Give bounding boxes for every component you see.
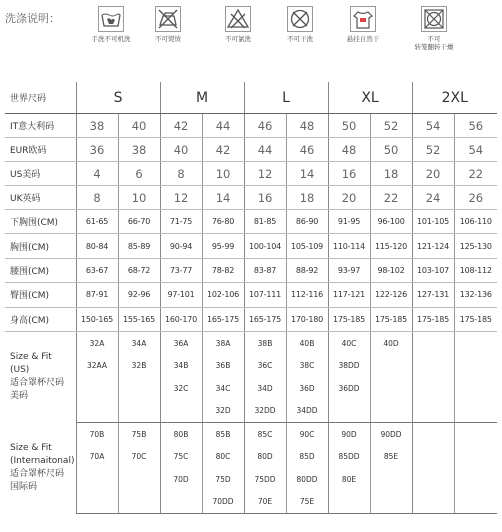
care-item-hand-wash xyxy=(81,6,141,43)
measurement-cell: 86-90 xyxy=(286,210,328,234)
intl-cup-cell: 85DD xyxy=(328,445,370,468)
measurement-cell: 106-110 xyxy=(454,210,497,234)
intl-cup-row xyxy=(5,468,497,491)
us-cup-cell: 32A xyxy=(76,331,118,354)
numeric-size-cell: 56 xyxy=(454,114,497,138)
us-cup-cell: 40C xyxy=(328,331,370,354)
intl-cup-label-line: (Internaitonal) xyxy=(10,455,75,466)
size-header-m: M xyxy=(160,82,244,114)
intl-cup-label-line: Size & Fit xyxy=(10,442,52,453)
size-header-label: 世界尺码 xyxy=(5,82,76,114)
measurement-cell: 76-80 xyxy=(202,210,244,234)
intl-cup-cell: 90DD xyxy=(370,422,412,445)
intl-cup-label xyxy=(5,422,76,513)
us-cup-label-line: 适合罩杯尺码 xyxy=(10,378,65,389)
us-cup-cell: 34C xyxy=(202,377,244,400)
measurement-cell: 63-67 xyxy=(76,258,118,282)
us-cup-label-line: 美码 xyxy=(10,391,29,402)
intl-cup-cell: 80D xyxy=(244,445,286,468)
numeric-size-cell: 54 xyxy=(412,114,454,138)
us-cup-cell: 36A xyxy=(160,331,202,354)
intl-cup-cell: 75DD xyxy=(244,468,286,491)
us-cup-cell xyxy=(412,399,454,422)
measurement-cell: 121-124 xyxy=(412,234,454,258)
measurement-cell: 117-121 xyxy=(328,283,370,307)
measurement-cell: 92-96 xyxy=(118,283,160,307)
us-cup-cell xyxy=(118,377,160,400)
numeric-size-row-label: UK英码 xyxy=(5,186,76,210)
us-cup-row xyxy=(5,331,497,354)
numeric-size-cell: 38 xyxy=(118,138,160,162)
measurement-cell: 165-175 xyxy=(202,307,244,331)
measurement-cell: 61-65 xyxy=(76,210,118,234)
numeric-size-cell: 16 xyxy=(328,162,370,186)
us-cup-label-line: Size & Fit xyxy=(10,352,52,363)
numeric-size-cell: 38 xyxy=(76,114,118,138)
numeric-size-row xyxy=(5,186,497,210)
measurement-row-label: 胸围(CM) xyxy=(5,234,76,258)
measurement-cell: 115-120 xyxy=(370,234,412,258)
measurement-cell: 91-95 xyxy=(328,210,370,234)
no-tumble-dry-icon xyxy=(421,6,447,32)
intl-cup-row xyxy=(5,422,497,445)
care-item-hang-dry xyxy=(333,6,393,43)
us-cup-cell: 32AA xyxy=(76,354,118,377)
measurement-row xyxy=(5,234,497,258)
intl-cup-cell: 80C xyxy=(202,445,244,468)
measurement-cell: 175-185 xyxy=(454,307,497,331)
measurement-cell: 150-165 xyxy=(76,307,118,331)
care-label: 不可 转笼翻转干燥 xyxy=(414,35,454,51)
numeric-size-cell: 46 xyxy=(286,138,328,162)
measurement-cell: 93-97 xyxy=(328,258,370,282)
size-header-l: L xyxy=(244,82,328,114)
measurement-row xyxy=(5,210,497,234)
intl-cup-row xyxy=(5,445,497,468)
measurement-cell: 122-126 xyxy=(370,283,412,307)
us-cup-row xyxy=(5,377,497,400)
no-dry-clean-icon xyxy=(287,6,313,32)
us-cup-cell: 34B xyxy=(160,354,202,377)
care-instructions xyxy=(0,0,502,78)
numeric-size-cell: 18 xyxy=(286,186,328,210)
intl-cup-cell xyxy=(454,490,497,513)
numeric-size-cell: 8 xyxy=(160,162,202,186)
measurement-cell: 90-94 xyxy=(160,234,202,258)
us-cup-cell: 40B xyxy=(286,331,328,354)
us-cup-cell: 32D xyxy=(202,399,244,422)
us-cup-cell: 38DD xyxy=(328,354,370,377)
us-cup-row xyxy=(5,399,497,422)
us-cup-cell xyxy=(454,331,497,354)
us-cup-label xyxy=(5,331,76,422)
numeric-size-row-label: US美码 xyxy=(5,162,76,186)
us-cup-cell: 34D xyxy=(244,377,286,400)
us-cup-cell: 32DD xyxy=(244,399,286,422)
numeric-size-cell: 12 xyxy=(160,186,202,210)
measurement-cell: 73-77 xyxy=(160,258,202,282)
us-cup-cell xyxy=(370,354,412,377)
size-chart-table xyxy=(5,82,497,514)
numeric-size-cell: 12 xyxy=(244,162,286,186)
intl-cup-cell xyxy=(412,422,454,445)
measurement-cell: 175-185 xyxy=(370,307,412,331)
intl-cup-cell: 70D xyxy=(160,468,202,491)
size-header-2xl: 2XL xyxy=(412,82,497,114)
us-cup-cell: 34A xyxy=(118,331,160,354)
numeric-size-cell: 6 xyxy=(118,162,160,186)
us-cup-cell: 36D xyxy=(286,377,328,400)
intl-cup-cell: 75C xyxy=(160,445,202,468)
size-header-row xyxy=(5,82,497,114)
intl-cup-cell: 80DD xyxy=(286,468,328,491)
us-cup-cell xyxy=(160,399,202,422)
intl-cup-cell xyxy=(76,468,118,491)
measurement-cell: 88-92 xyxy=(286,258,328,282)
us-cup-cell: 36C xyxy=(244,354,286,377)
care-item-no-bleach xyxy=(208,6,268,43)
care-label: 不可氯洗 xyxy=(225,35,251,43)
measurement-cell: 100-104 xyxy=(244,234,286,258)
numeric-size-row xyxy=(5,162,497,186)
care-title: 洗涤说明： xyxy=(5,12,60,25)
numeric-size-cell: 14 xyxy=(286,162,328,186)
numeric-size-cell: 46 xyxy=(244,114,286,138)
measurement-cell: 98-102 xyxy=(370,258,412,282)
measurement-row-label: 腰围(CM) xyxy=(5,258,76,282)
measurement-row xyxy=(5,258,497,282)
measurement-cell: 155-165 xyxy=(118,307,160,331)
intl-cup-cell: 90C xyxy=(286,422,328,445)
us-cup-cell xyxy=(328,399,370,422)
measurement-cell: 68-72 xyxy=(118,258,160,282)
us-cup-cell: 36B xyxy=(202,354,244,377)
intl-cup-cell xyxy=(370,468,412,491)
measurement-row xyxy=(5,283,497,307)
numeric-size-cell: 18 xyxy=(370,162,412,186)
numeric-size-cell: 50 xyxy=(328,114,370,138)
numeric-size-row-label: IT意大利码 xyxy=(5,114,76,138)
care-item-no-dry-clean xyxy=(270,6,330,43)
us-cup-cell: 32B xyxy=(118,354,160,377)
measurement-cell: 71-75 xyxy=(160,210,202,234)
numeric-size-cell: 40 xyxy=(118,114,160,138)
measurement-row xyxy=(5,307,497,331)
numeric-size-cell: 24 xyxy=(412,186,454,210)
measurement-cell: 66-70 xyxy=(118,210,160,234)
measurement-cell: 160-170 xyxy=(160,307,202,331)
measurement-cell: 96-100 xyxy=(370,210,412,234)
numeric-size-cell: 26 xyxy=(454,186,497,210)
numeric-size-cell: 22 xyxy=(370,186,412,210)
numeric-size-row xyxy=(5,114,497,138)
us-cup-cell xyxy=(454,377,497,400)
numeric-size-cell: 42 xyxy=(160,114,202,138)
measurement-cell: 125-130 xyxy=(454,234,497,258)
intl-cup-cell: 70B xyxy=(76,422,118,445)
numeric-size-cell: 54 xyxy=(454,138,497,162)
us-cup-cell xyxy=(370,399,412,422)
intl-cup-cell: 85D xyxy=(286,445,328,468)
us-cup-cell: 38B xyxy=(244,331,286,354)
measurement-rows xyxy=(5,210,497,332)
numeric-size-row xyxy=(5,138,497,162)
intl-cup-cell: 75E xyxy=(286,490,328,513)
intl-cup-cell: 75B xyxy=(118,422,160,445)
measurement-cell: 108-112 xyxy=(454,258,497,282)
us-cup-cell xyxy=(76,399,118,422)
measurement-cell: 112-116 xyxy=(286,283,328,307)
intl-cup-cell: 70A xyxy=(76,445,118,468)
measurement-cell: 165-175 xyxy=(244,307,286,331)
numeric-size-cell: 10 xyxy=(202,162,244,186)
measurement-cell: 105-109 xyxy=(286,234,328,258)
numeric-size-cell: 20 xyxy=(328,186,370,210)
care-label: 不可熨烫 xyxy=(155,35,181,43)
us-cup-row xyxy=(5,354,497,377)
care-item-no-iron xyxy=(138,6,198,43)
intl-cup-cell xyxy=(76,490,118,513)
numeric-size-cell: 14 xyxy=(202,186,244,210)
numeric-size-cell: 4 xyxy=(76,162,118,186)
us-cup-cell xyxy=(76,377,118,400)
measurement-cell: 78-82 xyxy=(202,258,244,282)
international-cup-size-rows xyxy=(5,422,497,513)
measurement-cell: 95-99 xyxy=(202,234,244,258)
us-cup-cell xyxy=(412,331,454,354)
hang-dry-icon xyxy=(350,6,376,32)
intl-cup-label-line: 适合罩杯尺码 xyxy=(10,468,65,479)
intl-cup-cell: 85B xyxy=(202,422,244,445)
intl-cup-cell: 85C xyxy=(244,422,286,445)
intl-cup-cell: 70C xyxy=(118,445,160,468)
intl-cup-row xyxy=(5,490,497,513)
measurement-cell: 101-105 xyxy=(412,210,454,234)
us-cup-size-rows xyxy=(5,331,497,422)
intl-cup-cell: 70E xyxy=(244,490,286,513)
intl-cup-cell: 70DD xyxy=(202,490,244,513)
numeric-size-cell: 44 xyxy=(202,114,244,138)
measurement-cell: 81-85 xyxy=(244,210,286,234)
intl-cup-cell xyxy=(160,490,202,513)
numeric-size-cell: 16 xyxy=(244,186,286,210)
us-cup-cell: 38A xyxy=(202,331,244,354)
care-label: 手洗不可机洗 xyxy=(91,35,131,43)
numeric-size-cell: 52 xyxy=(412,138,454,162)
numeric-size-row-label: EUR欧码 xyxy=(5,138,76,162)
intl-cup-cell xyxy=(454,445,497,468)
intl-cup-cell: 85E xyxy=(370,445,412,468)
intl-cup-cell: 75D xyxy=(202,468,244,491)
measurement-cell: 170-180 xyxy=(286,307,328,331)
measurement-cell: 80-84 xyxy=(76,234,118,258)
care-item-no-tumble-dry xyxy=(394,6,474,51)
measurement-cell: 110-114 xyxy=(328,234,370,258)
measurement-cell: 107-111 xyxy=(244,283,286,307)
intl-cup-cell xyxy=(412,490,454,513)
numeric-size-cell: 40 xyxy=(160,138,202,162)
numeric-size-cell: 44 xyxy=(244,138,286,162)
us-cup-cell xyxy=(454,354,497,377)
numeric-size-cell: 20 xyxy=(412,162,454,186)
intl-cup-cell xyxy=(118,468,160,491)
numeric-size-cell: 48 xyxy=(286,114,328,138)
us-cup-cell xyxy=(412,377,454,400)
intl-cup-cell: 80B xyxy=(160,422,202,445)
us-cup-cell: 40D xyxy=(370,331,412,354)
measurement-cell: 103-107 xyxy=(412,258,454,282)
measurement-cell: 102-106 xyxy=(202,283,244,307)
numeric-size-cell: 42 xyxy=(202,138,244,162)
intl-cup-cell xyxy=(454,422,497,445)
numeric-size-cell: 10 xyxy=(118,186,160,210)
numeric-size-cell: 36 xyxy=(76,138,118,162)
no-iron-icon xyxy=(155,6,181,32)
size-header-xl: XL xyxy=(328,82,412,114)
numeric-size-cell: 22 xyxy=(454,162,497,186)
intl-cup-cell xyxy=(118,490,160,513)
intl-cup-cell xyxy=(454,468,497,491)
numeric-size-cell: 52 xyxy=(370,114,412,138)
us-cup-cell: 32C xyxy=(160,377,202,400)
measurement-cell: 83-87 xyxy=(244,258,286,282)
care-label: 悬挂自然干 xyxy=(346,35,380,43)
no-bleach-icon xyxy=(225,6,251,32)
measurement-cell: 97-101 xyxy=(160,283,202,307)
us-cup-cell xyxy=(412,354,454,377)
us-cup-label-line: (US) xyxy=(10,365,30,376)
intl-cup-cell xyxy=(328,490,370,513)
intl-cup-cell xyxy=(412,468,454,491)
size-header-s: S xyxy=(76,82,160,114)
measurement-row-label: 身高(CM) xyxy=(5,307,76,331)
measurement-row-label: 臀围(CM) xyxy=(5,283,76,307)
intl-cup-label-line: 国际码 xyxy=(10,481,38,492)
numeric-size-cell: 48 xyxy=(328,138,370,162)
intl-cup-cell: 80E xyxy=(328,468,370,491)
us-cup-cell xyxy=(118,399,160,422)
measurement-cell: 132-136 xyxy=(454,283,497,307)
no-machine-wash-icon xyxy=(98,6,124,32)
measurement-row-label: 下胸围(CM) xyxy=(5,210,76,234)
us-cup-cell: 36DD xyxy=(328,377,370,400)
care-label: 不可干洗 xyxy=(287,35,313,43)
us-cup-cell xyxy=(370,377,412,400)
numeric-size-rows xyxy=(5,114,497,210)
intl-cup-cell: 90D xyxy=(328,422,370,445)
intl-cup-cell xyxy=(412,445,454,468)
measurement-cell: 175-185 xyxy=(328,307,370,331)
us-cup-cell: 38C xyxy=(286,354,328,377)
intl-cup-cell xyxy=(370,490,412,513)
measurement-cell: 85-89 xyxy=(118,234,160,258)
measurement-cell: 87-91 xyxy=(76,283,118,307)
us-cup-cell xyxy=(454,399,497,422)
numeric-size-cell: 8 xyxy=(76,186,118,210)
numeric-size-cell: 50 xyxy=(370,138,412,162)
measurement-cell: 175-185 xyxy=(412,307,454,331)
measurement-cell: 127-131 xyxy=(412,283,454,307)
us-cup-cell: 34DD xyxy=(286,399,328,422)
